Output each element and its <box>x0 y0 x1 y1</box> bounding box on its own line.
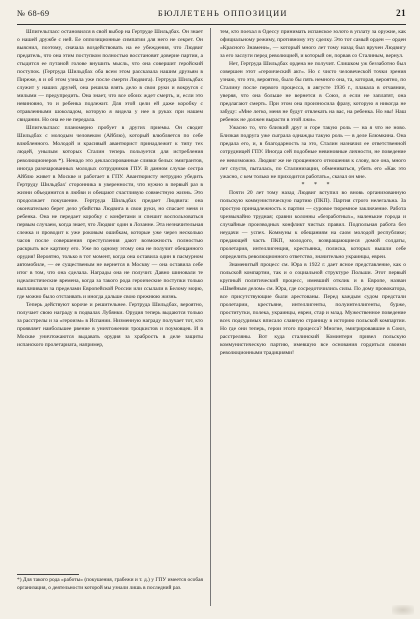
section-separator: * * * <box>301 181 334 188</box>
page-number: 21 <box>396 8 406 18</box>
paragraph: Нет, Гертруда Шильдбах ордена не получит. Слишком уж беззаботно был совершен этот «героический акт». Но с чисто человеческой точки зрения узнаю, что это, вероятно, было бы пять немного она, та, которая, вероятно, по Сталину после первого процесса, в августе 1936 г., плакала в отчаянии, уверяя, что она больше не вернется в Союз, я если не заплатят, она предлагают смерть. При этом она произносила фразу, которую я никогда не забуду: «Мне легко, меня не будут отвлекать на вас, на ребенка. Но мы! Наш ребенок не должен вырасти в этой лжи». <box>220 61 406 124</box>
paragraph: тем, кто поехал в Одессу принимать испанское золото в уплату за оружие, как официальному режиму, противному эту сделку. Это тот самый орден — орден «Красного Знамени», — который много лет тому назад был вручен Людвигу за его заслуги перед революцией, и который он, порвав со Сталиным, вернул. <box>220 29 406 60</box>
left-column <box>17 28 203 573</box>
paragraph: Ужасно то, что близкий друг и горе такую роль — на я что не ново. Близкая подруга уже сыграла однажды такую роль — в деле Блюмкина. Она предала его, и, в благодарность за это, Сталин назначил ее ответственной сотрудницей ГПУ. Иногда сей подобные невиновные личности, не поведение ее невозможно. Людвиг же не прощенного отношения к слову, все она, много лет спустя, пыталась, по Сталинизации, обмениваться, убить его «Как это ужасно, с кем только не приходится работать», сказал он мне. <box>220 125 406 180</box>
footnote: *) Для такого рода «работы» (покушения, грабежи и т. д.) у ГПУ имеется особая организация, о деятельности которой мы узнали лишь в последний раз. <box>17 577 203 591</box>
footnote-rule <box>17 574 79 575</box>
ink-smudge <box>392 605 414 615</box>
paragraph: Шпигельгласс остановился в свой выбор на Гертруде Шильдбах. Он знает о нашей дружбе с ней. Ее оппозиционные симпатии для него не секрет. Он выяснил, поэтому, сначала воздействовать на ее убеждения, что Людвиг предатель, что она этим поступком полностью восстановит доверие партии, а стыдится ее путаной голове внушить мысль, что она совершит геройский поступок. (Гертруда Шильдбах оба всем этом рассказала нашим друзьям в Пиреже, я и об этом узнала уже после смерти Людвига). Гертруда Шильдбах служит у наших друзей, она решила взять дело в свои руки и вокругся с милыми — предупредить. Она знает, что все обоих ждет смерть, и, если это невиновно, то и ребенка подлежит. Для этой цели ей даже коробку с отравленными шоколадом, которую я видела у нее в руках при нашем свидании. Но она ее не передала. <box>17 29 203 124</box>
paragraph: Знаменитый процесс см. Юра в 1922 г. дает ясное представление, как о польской компартии, так и о социальной структуре Польши. Этот первый крупный политический процесс, имевший отклик и в Европе, назван «Швейным делом» см. Юра, где сосредоточились силы. По дому провокатора, все присутствующие были арестованы. Перед каждым судом предстали пролетарии, крестьяне, интеллигенты, полуинтеллигенты, бурже, проститутки, полека, украинцы, евреи, стар и млад. Мужественное поведение всех подсудимых вписало славную страницу в историю польской компартии. Но где они теперь, герои этого процесса? Многие, эмигрировавшие в Союз, расстреляны. Вот куда сталинский Коминтерн привел польскую коммунистическую партию, имевшую все основания гордиться своими революционными традициями! <box>220 261 406 357</box>
paragraph: Почти 20 лет тому назад Людвиг вступил во вновь организованную польскую коммунистическую партию (ПКП). Партия строго нелегальна. За простую принадлежность к партии — суровое тюремное заключение. Работа чрезвычайно трудная; сравни колонны «безработных», маленькие города и случайные производных конфликт чистых правил. Подпольная работа без неудачи — успех. Коммуны к обещаниям на саом молодой республике; предающей часть ПКП, молодого, возвращающиеся домой солдаты, пролетария, интеллигенция, крестьянка, полиска, которых вышли себе определить революционного ответство, значительно украинцы, евреи. <box>220 189 406 260</box>
paragraph: Теперь действуют короче и решительнее. Гертруда Шильдбах, вероятно, получает свою награду в подвалах Лубянки. Орудия теперь выдаются только за расстрелы и за «героизм» в Испании. Низменную награду получает тот, кто проявляет наибольшее рвение в уничтожении троцкистов и поумовцев. И в Москве уничтожаются выдавать орудия за храбрость в деле защиты испанского пролетариата, например, <box>17 302 203 349</box>
running-header <box>17 8 406 25</box>
publication-title: БЮЛЛЕТЕНЬ ОППОЗИЦИИ <box>157 9 288 18</box>
issue-number: № 68-69 <box>17 9 50 18</box>
paragraph: Шпигельгласс планомерно пробует в других приемы. Он сводит Шильдбах с молодым человеком (Айблю), который влюбляется по себе влюбленного. Молодой и красивый авантюрист принадлежит к типу тех людей, унылым которых Сталин теперь пользуется для истребления революционеров *). Ненадо это деклассированные сливки белых эмигрантов, иногда разочарованных молодых сотрудников ГПУ. В данном случае сестра Айблю живет в Москве и работает в ГПУ. Авантюристу нетрудно убедить Гертруду Шильдбах' сторонника в уверенности, что нужно в первый раз в жизни объединится в любви и обещают счастливую совместную жизнь. Это продолжает покушение. Гертруда Шильдбах предает Людвига: она окончательно берет дело убийства Людвига в свои руки, но спасает меня и ребенка. Она не передает коробку с конфетами и спешит воспользоваться первым случаем, когда знает, что Людвиг один в Лозанне. Эта незначительная слежка и проводит к уже роковым ошибкам, которые уже через несколько часов после совершения преступления дают возможность полностью раскрыть все картину его. Уже по одному этому она не получит обещанного орудия! Вероятно, только в тот момент, когда она оставила один в пасмурном автомобиле, — ее существеным не вернется в Москву — она оставила себе итог в том, что она сделала. Награды она не получит. Давно шиновали те идеалистические времена, когда за такого рода героические поступки только выплачивали за пределами Европейской России или ссылали в Белому морю, где можно было отстаивать и иногда дальше свою прежнюю жизнь. <box>17 125 203 301</box>
right-column <box>220 28 406 606</box>
column-divider <box>210 28 211 606</box>
